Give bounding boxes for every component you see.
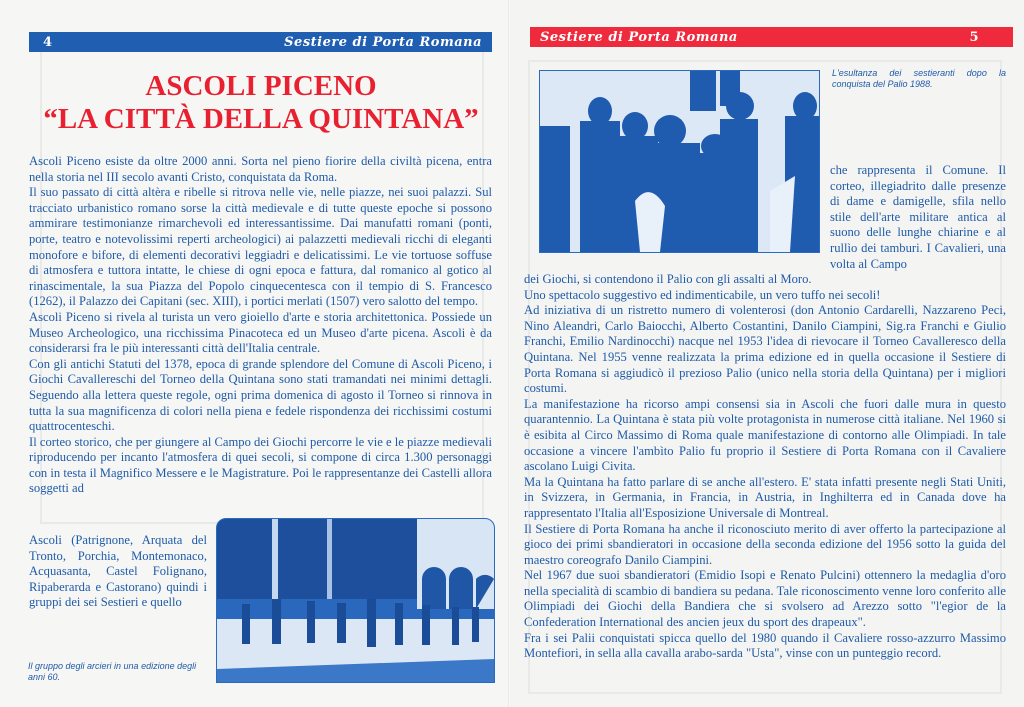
paragraph: Ad iniziativa di un ristretto numero di volenterosi (don Antonio Cardarelli, Nazzareno Peci, Nino Aleandri, Carlo Baiocchi, Alberto Costantini, Danilo Ciampini, Sig.ra Franchi e Giulio Franchi, Emilio Nardinocchi) nacque nel 1953 l'idea di rievocare il Torneo Cavalleresco della Quintana. Nel 1955 venne realizzata la prima edizione ed in quella occasione il Sestiere di Porta Romana si aggiudicò il prezioso Palio (unico nella storia della Quintana) per i migliori costumi. — [524, 303, 1006, 396]
page-number: 4 — [43, 34, 53, 50]
celebration-photo-caption: L'esultanza dei sestieranti dopo la conquista del Palio 1988. — [832, 68, 1006, 89]
paragraph: Con gli antichi Statuti del 1378, epoca di grande splendore del Comune di Ascoli Piceno, i Giochi Cavallereschi del Torneo della Quintana sono stati tramandati nei minimi dettagli. Seguendo alla lettera queste regole, ogni prima domenica di agosto il Torneo si rinnova in tutta la sua magnificenza di colori nella piena e fedele rispondenza dei ricchissimi costumi quattrocenteschi. — [29, 356, 492, 434]
header-title: Sestiere di Porta Romana — [284, 34, 482, 50]
celebration-photo-image — [540, 71, 819, 252]
archers-photo-caption: Il gruppo degli arcieri in una edizione degli anni 60. — [28, 661, 197, 682]
paragraph: Ascoli Piceno esiste da oltre 2000 anni. Sorta nel pieno fiorire della civiltà picena, entra nella storia nel III secolo avanti Cristo, conquistata da Roma. — [29, 154, 492, 184]
left-body-text — [29, 154, 492, 497]
paragraph: Il corteo storico, che per giungere al Campo dei Giochi percorre le vie e le piazze medievali riproducendo per incanto l'atmosfera di quei secoli, si compone di circa 1.300 personaggi con in testa il Magnifico Messere e le Magistrature. Poi le rappresentanze dei Castelli allora soggetti ad — [29, 434, 492, 496]
header-title: Sestiere di Porta Romana — [540, 29, 738, 45]
right-page — [510, 0, 1024, 707]
paragraph: Ma la Quintana ha fatto parlare di se anche all'estero. E' stata infatti presente negli Stati Uniti, in Svizzera, in Germania, in Francia, in Austria, in Inghilterra ed in Canada dove ha rappresentato l'Italia all'Esposizione Universale di Montreal. — [524, 474, 1006, 520]
article-subtitle: “LA CITTÀ DELLA QUINTANA” — [43, 103, 479, 135]
left-narrow-text: Ascoli (Patrignone, Arquata del Tronto, Porchia, Montemonaco, Acquasanta, Castel Folignano, Ripaberarda e Castorano) quindi i gruppi dei sei Sestieri e quello — [29, 533, 207, 610]
archers-photo-image — [217, 519, 494, 682]
paragraph: dei Giochi, si contendono il Palio con gli assalti al Moro. — [524, 272, 812, 286]
left-page — [0, 0, 510, 707]
paragraph: Uno spettacolo suggestivo ed indimenticabile, un vero tuffo nei secoli! — [524, 287, 881, 302]
page-number: 5 — [969, 29, 979, 45]
archers-photo — [216, 518, 495, 683]
right-narrow-text: che rappresenta il Comune. Il corteo, illegiadrito dalle presenze di dame e damigelle, sfila nello stile dell'arte militare antica al suono delle lunghe chiarine e al rullìo dei tamburi. I Cavalieri, una volta al Campo — [830, 163, 1006, 271]
paragraph: Il suo passato di città altèra e ribelle si ritrova nelle vie, nelle piazze, nei suoi palazzi. Sul tracciato urbanistico romano sorse la città medievale e di tutte queste epoche si possono ammirare testimonianze rimarchevoli ed interessantissime. Dai manufatti romani (ponti, porte, teatro e notevolissimi reperti archeologici) ai palazzetti medievali ricchi di eleganti monofore e bifore, di elementi decorativi leggiadri e delicatissimi. Le vie tortuose soffuse di atmosfera e tuttora intatte, le chiese di ogni epoca e fattura, dal romanico al gotico al rinascimentale, la sua Piazza del Popolo cinquecentesca con il tempio di S. Francesco (1262), il Palazzo dei Capitani (sec. XIII), i portici merlati (1507) vero salotto del tempo. — [29, 185, 492, 309]
paragraph: Ascoli Piceno si rivela al turista un vero gioiello d'arte e storia architettonica. Possiede un Museo Archeologico, una ricchissima Pinacoteca ed un Museo d'arte picena. Ascoli è da considerarsi fra le più interessanti città dell'Italia centrale. — [29, 309, 492, 356]
paragraph: Fra i sei Palii conquistati spicca quello del 1980 quando il Cavaliere rosso-azzurro Massimo Montefiori, in sella alla cavalla arabo-sarda "Usta", vinse con un punteggio record. — [524, 630, 1006, 661]
celebration-photo — [539, 70, 820, 253]
paragraph: Nel 1967 due suoi sbandieratori (Emidio Isopi e Renato Pulcini) ottennero la medaglia d'oro nella specialità di scambio di bandiera su pedana. Tale riconoscimento venne loro conferito alle Olimpiadi dei Giochi della Bandiera che si svolsero ad Arezzo sotto "l'egior de la Confederation International des ancien jeux du sport des drapeaux". — [524, 568, 1006, 630]
paragraph: Il Sestiere di Porta Romana ha anche il riconosciuto merito di aver offerto la partecipazione al gioco dei primi sbandieratori in occasione della seconda edizione del 1956 sotto la guida del maestro coreografo Danilo Ciampini. — [524, 521, 1006, 567]
right-body-text — [524, 272, 1006, 662]
left-page-header — [29, 32, 492, 52]
article-title: ASCOLI PICENO — [145, 70, 377, 102]
right-page-header — [530, 27, 1013, 47]
paragraph: La manifestazione ha ricorso ampi consensi sia in Ascoli che fuori dalle mura in questo quarantennio. La Quintana è stata più volte protagonista in numerose città italiane. Nel 1960 si è esibita al Circo Massimo di Roma quale manifestazione di contorno alle Olimpiadi. In tale occasione a vincere l'ambìto Palio fu proprio il Sestiere di Porta Romana con il Cavaliere ascolano Luigi Civita. — [524, 396, 1006, 474]
